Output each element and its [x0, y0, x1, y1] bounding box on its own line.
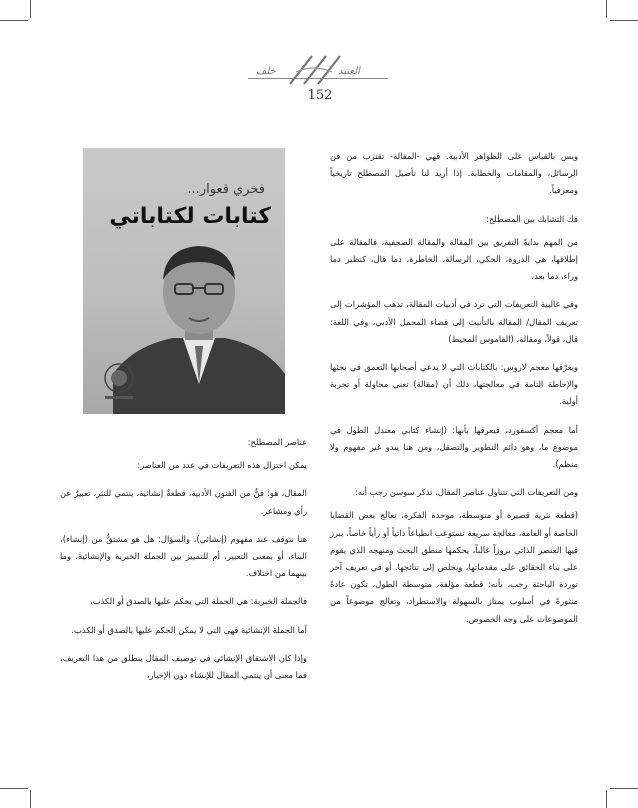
- paragraph: وفي غالبية التعريفات التي ترد في أدبيات المقالة، تذهب المؤشرات إلى تعريف المقال/ المقالة بالتأنيث إلى فضاء المحمل الأدبي، وفي اللغة: قال، قولاً، ومقالة، (القاموس المحيط): [330, 299, 578, 344]
- crop-mark: [610, 20, 638, 21]
- publisher-seal-icon: [97, 358, 141, 402]
- paragraph: ويس بالقياس على الظواهر الأدبية. فهي -المقالة- تقترب من فن الرسائل، والمقامات والخطابة. إذا أريد لنا تأصيل المصطلح تاريخياً ومعرفياً.: [330, 151, 578, 196]
- paragraph: (قطعة نثرية قصيرة أو متوسطة، موحدة الفكرة، تعالج بعض القضايا الخاصة أو العامة، معالجة سريعة تستوعب انطباعاً ذاتياً أو رأياً خاصاً، يبرز فيها العنصر الذاتي بروزاً غالباً، يحكمها منطق البحث ومنهجه الذي يقوم على بناء الحقائق على مقدماتها، ويخلص إلى نتائجها. أو في تعريف آخر توردة الباحثة رجب، بأنه: قطعة مؤلفة، متوسطة الطول، تكون عادةً منثورةً في أسلوب يمتاز بالسهولة والاستطراد، وتعالج موضوعاً من الموضوعات على وجه الخصوص.: [329, 510, 578, 624]
- magazine-logo-icon: [284, 54, 344, 88]
- crop-mark: [606, 0, 607, 18]
- paragraph: أما معجم أكسفورد، فيعرفها بأنها: (إنشاء كتابي معتدل الطول في موضوع ما، وهو دائم التطوير والتصقل، ومن هنا يبدو غير مفهوم ولا منظم).: [330, 424, 578, 470]
- paragraph: من المهم بدايةً التفريق بين المقالة والمقالة الصحفية، فالمقالة على إطلاقها، هي الذروة، الحكي، الرسالة، الخاطرة، دما قال، كنظير دما وراء، دما بعد،: [330, 236, 578, 282]
- crop-mark: [30, 790, 31, 808]
- section-heading: عناصر المصطلح:: [247, 437, 307, 447]
- crop-mark: [0, 20, 28, 21]
- section-heading: فك التشابك بين المصطلح:: [486, 213, 578, 224]
- crop-mark: [0, 788, 28, 789]
- paragraph: هنا نتوقف عند مفهوم (إنشائي)، والسؤال: هل هو مشتقٌّ من (إنشاء)، البناء، أو بمعنى التعبير، أم للتمييز بين الجملة الخبرية والإنشائية، وما بينهما من اختلاف.: [60, 533, 307, 579]
- header-logo-left-text: خلف: [256, 66, 276, 77]
- paragraph: وإذا كان الاشتقاق الإنشائي في توصيف المقال ينطلق من هذا التعريف، فما معنى أن ينتمي المقال للإنشاء دون الإخبار،: [60, 652, 307, 681]
- book-title: كتابات لكتاباتي: [109, 204, 271, 229]
- crop-mark: [610, 788, 638, 789]
- left-text-column: [60, 434, 307, 695]
- crop-mark: [30, 0, 31, 18]
- header-logo-right-text: العنيد: [338, 66, 360, 77]
- page-header: [0, 62, 638, 112]
- paragraph: ومن التعريفات التي تتناول عناصر المقال، تذكر سوسن رجب أنه:: [355, 487, 578, 498]
- book-author: فخري قعوار...: [187, 182, 265, 197]
- paragraph: يمكن اختزال هذه التعريفات في عدد من العناصر:: [137, 460, 307, 471]
- paragraph: فالجملة الخبرية: هي الجملة التي يحكم عليها بالصدق أو الكذب،: [90, 596, 307, 607]
- book-cover-image: [83, 148, 285, 414]
- crop-mark: [606, 790, 607, 808]
- paragraph: أما الجملة الإنشائية فهي التي لا يمكن الحكم عليها بالصدق أو الكذب.: [71, 624, 307, 635]
- right-text-column: [330, 148, 578, 639]
- paragraph: المقال، هو: فنٌّ من الفنون الأدبية، قطعةٌ إنشائية، ينتمي للنثر، تعبيرٌ عن رأي ومشاعر.: [60, 488, 307, 516]
- paragraph: ويعرّفها معجم لاروس: بالكتابات التي لا يدعي أصحابها التعمق في بحثها والإحاطة التامة في معالجتها، ذلك أن (مقالة) تعني محاولة أو تجربة أولية.: [330, 362, 578, 407]
- page-number: 152: [307, 88, 333, 103]
